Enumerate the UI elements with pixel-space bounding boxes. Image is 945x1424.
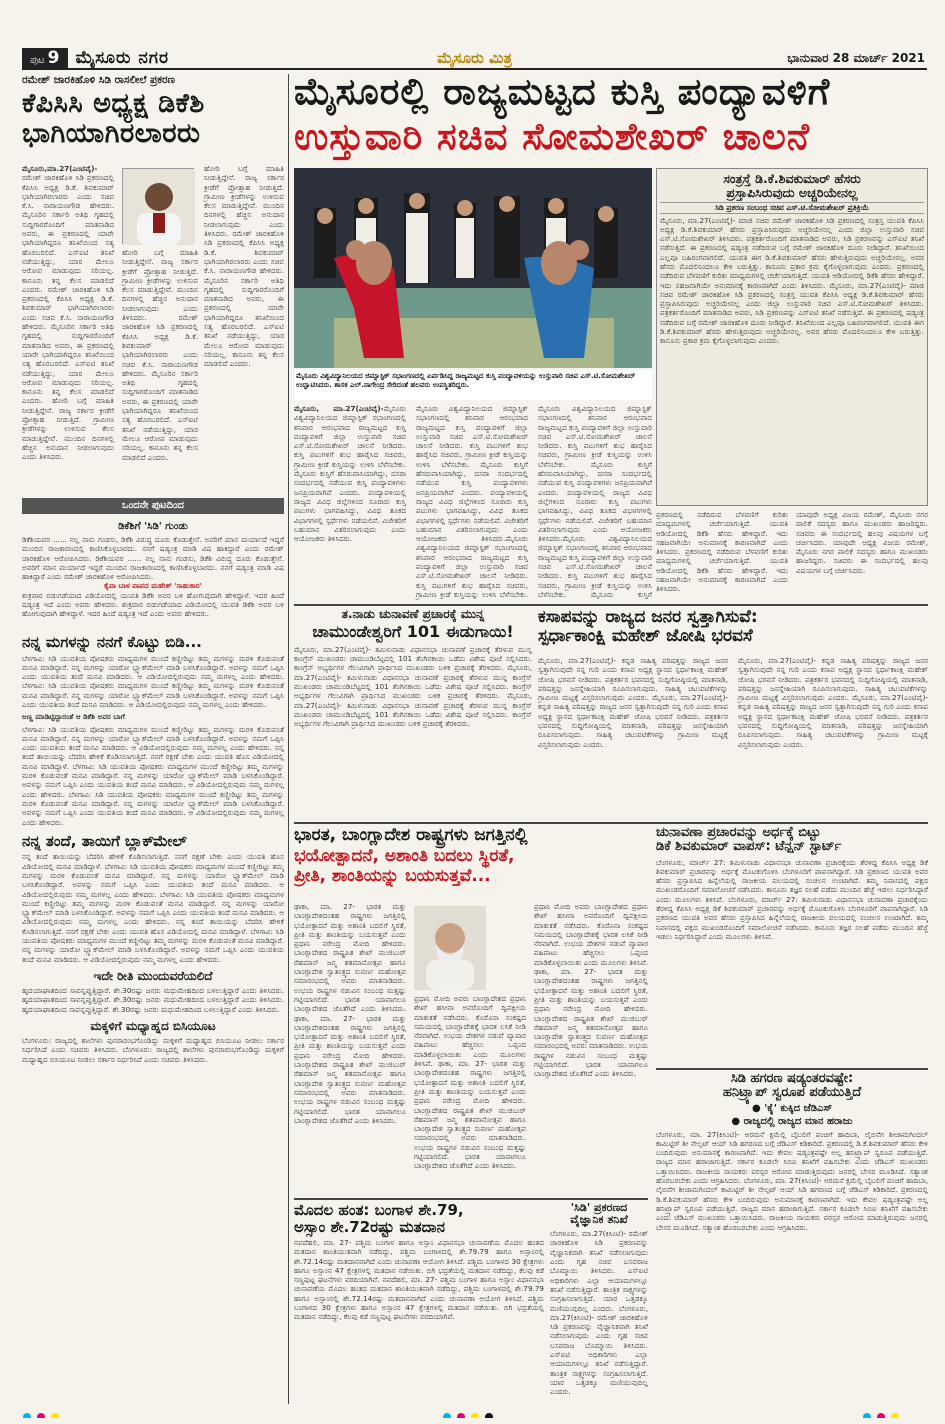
daughter-body-4 <box>22 1036 284 1064</box>
campaign-title1: ಚುನಾವಣಾ ಪ್ರಚಾರವನ್ನು ಅರ್ಧಕ್ಕೆ ಬಿಟ್ಟು <box>656 826 821 840</box>
dk-cont-col1 <box>656 510 788 602</box>
daughter-body-3 <box>22 986 284 1014</box>
daughter-text-1b: ಬೆಳಗಾವಿ: ಸಿಡಿ ಯುವತಿಯ ಪೋಷಕರು ಮಾಧ್ಯಮಗಳ ಮುಂದೆ ಕಣ್ಣೀರಿಟ್ಟು ತಮ್ಮ ಮಗಳನ್ನು ಮರಳಿ ಕೊಡುವಂತೆ ಮನವಿ ಮಾಡಿದ್ದಾರೆ. ನನ್ನ ಮಗಳನ್ನು ಯಾರೋ ಬ್ಲ್ಯಾಕ್‍ಮೇಲ್ ಮಾಡಿ ಬಳಸಿಕೊಂಡಿದ್ದಾರೆ. ಅವಳನ್ನು ನಮಗೆ ಒಪ್ಪಿಸಿ ಎಂದು ಯುವತಿಯ ತಂದೆ ಮನವಿ ಮಾಡಿದರು. ಆ ವಿಡಿಯೋದಲ್ಲಿರುವುದು ನಮ್ಮ ಮಗಳಲ್ಲ ಎಂದು ಹೇಳಿದರು. <box>22 681 284 709</box>
main-story-col1 <box>294 404 406 600</box>
cd-story-body2: ಶುಕ್ರವಾರ ಬಿಡುಗಡೆಯಾದ ವಿಡಿಯೋದಲ್ಲಿ ಯುವತಿ ಡಿಕೆಶಿ ಅವರ ಬಳಿ ಹೋಗುವುದಾಗಿ ಹೇಳಿದ್ದಾಳೆ. ಇದರ ಹಿಂದೆ ಷಡ್ಯಂತ್ರ ಇದೆ ಎಂದು ಅವರು ಹೇಳಿದರು. <box>22 590 284 610</box>
bharat-story <box>294 826 648 1196</box>
main-dateline: ಮೈಸೂರು, ಮಾ.27(ಎಂಟಿವೈ)- <box>294 404 384 413</box>
daughter-story-body <box>22 654 284 827</box>
honeytrap-kicker1-text: 'ಕೈ' ಕುಕ್ಕಿದ ಜೆಡಿಎಸ್ <box>764 1102 833 1114</box>
campaign-text-2: ಬೆಂಗಳೂರು, ಮಾರ್ಚ್ 27: ತಮಿಳುನಾಡು ವಿಧಾನಸಭಾ ಚುನಾವಣಾ ಪ್ರಚಾರಕ್ಕೆಂದು ತೆರಳಿದ್ದ ಕೆಪಿಸಿಸಿ ಅಧ್ಯಕ್ಷ ಡಿಕೆ ಶಿವಕುಮಾರ್ ಪ್ರಚಾರವನ್ನು ಅರ್ಧಕ್ಕೆ ಮೊಟಕುಗೊಳಿಸಿ ಬೆಂಗಳೂರಿಗೆ ವಾಪಸಾಗಿದ್ದಾರೆ. ಸಿಡಿ ಪ್ರಕರಣದ ಯುವತಿ ಅವರ ಹೆಸರು ಪ್ರಸ್ತಾಪಿಸಿದ ಹಿನ್ನೆಲೆಯಲ್ಲಿ ರಾಜಕೀಯ ವಲಯದಲ್ಲಿ ಸಂಚಲನ ಉಂಟಾಗಿದೆ. ತಮ್ಮ ನಿವಾಸದಲ್ಲಿ ಪಕ್ಷದ ಮುಖಂಡರೊಂದಿಗೆ ಸಮಾಲೋಚನೆ ನಡೆಸಿದರು. ಕಾನೂನು ತಜ್ಞರ ಸಲಹೆ ಪಡೆದು ಮುಂದಿನ ಹೆಜ್ಜೆ ಇಡಲು ನಿರ್ಧರಿಸಿದ್ದಾರೆ ಎಂದು ಮೂಲಗಳು ತಿಳಿಸಿವೆ. <box>656 894 928 941</box>
main-story-col3 <box>538 404 652 600</box>
cd-story-sub: ಕೈವಾ ಬಾಳ ಪಾಪದ ಮಹೇಶ್ 'ಸಾಹುಕಾರ' <box>104 581 202 591</box>
daughter-text-2: ಬೆಳಗಾವಿ: ಸಿಡಿ ಯುವತಿಯ ಪೋಷಕರು ಮಾಧ್ಯಮಗಳ ಮುಂದೆ ಕಣ್ಣೀರಿಟ್ಟು ತಮ್ಮ ಮಗಳನ್ನು ಮರಳಿ ಕೊಡುವಂತೆ ಮನವಿ ಮಾಡಿದ್ದಾರೆ. ನನ್ನ ಮಗಳನ್ನು ಯಾರೋ ಬ್ಲ್ಯಾಕ್‍ಮೇಲ್ ಮಾಡಿ ಬಳಸಿಕೊಂಡಿದ್ದಾರೆ. ಅವಳನ್ನು ನಮಗೆ ಒಪ್ಪಿಸಿ ಎಂದು ಯುವತಿಯ ತಂದೆ ಮನವಿ ಮಾಡಿದರು. ಆ ವಿಡಿಯೋದಲ್ಲಿರುವುದು ನಮ್ಮ ಮಗಳಲ್ಲ ಎಂದು ಹೇಳಿದರು. <box>22 724 284 753</box>
section-title: ಮೈಸೂರು ನಗರ <box>75 48 169 68</box>
dk-text-1: ಮೈಸೂರು, ಮಾ.27(ಎಂಟಿವೈ)- ಮಾಜಿ ಸಚಿವ ರಮೇಶ್ ಜಾರಕಿಹೊಳಿ ಸಿಡಿ ಪ್ರಕರಣದಲ್ಲಿ ಸಂತ್ರಸ್ತ ಯುವತಿ ಕೆಪಿಸಿಸಿ ಅಧ್ಯಕ್ಷ ಡಿ.ಕೆ.ಶಿವಕುಮಾರ್ ಹೆಸರು ಪ್ರಸ್ತಾಪಿಸಿರುವುದು ಅಚ್ಚರಿಯೇನಲ್ಲ ಎಂದು ಜಿಲ್ಲಾ ಉಸ್ತುವಾರಿ ಸಚಿವ ಎಸ್.ಟಿ.ಸೋಮಶೇಖರ್ ತಿಳಿಸಿದರು. ಪತ್ರಕರ್ತರೊಂದಿಗೆ ಮಾತನಾಡಿದ ಅವರು, ಸಿಡಿ ಪ್ರಕರಣವನ್ನು ಎಸ್‍ಐಟಿ ತನಿಖೆ ನಡೆಸುತ್ತಿದೆ. ಈ ಪ್ರಕರಣದಲ್ಲಿ ಷಡ್ಯಂತ್ರ ನಡೆದಿರುವ ಬಗ್ಗೆ ರಮೇಶ್ ಜಾರಕಿಹೊಳಿ ದೂರು ನೀಡಿದ್ದಾರೆ. ತನಿಖೆಯಿಂದ ಎಲ್ಲವೂ ಬಹಿರಂಗವಾಗಲಿದೆ. ಯುವತಿ ಈಗ ಡಿ.ಕೆ.ಶಿವಕುಮಾರ್ ಹೆಸರು ಹೇಳುತ್ತಿರುವುದು ಅಚ್ಚರಿಯೇನಲ್ಲ. ಅವರ ಹೆಸರು ಮೊದಲಿನಿಂದಲೂ ಕೇಳಿ ಬರುತ್ತಿತ್ತು. ಕಾನೂನು ಪ್ರಕಾರ ಕ್ರಮ ಕೈಗೊಳ್ಳಲಾಗುವುದು ಎಂದರು. <box>660 215 924 271</box>
honeytrap-kicker2-text: ರಾಜ್ಯದಲ್ಲಿ ರಾಜ್ಯದ ಮಾನ ಹರಾಜು <box>743 1115 853 1127</box>
kasapa-title2: ಸ್ಪರ್ಧಾಕಾಂಕ್ಷಿ ಮಹೇಶ್ ಜೋಷಿ ಭರವಸೆ <box>538 625 753 646</box>
dk-cont-text-2b: ಯಾವುದೇ ಅಧ್ಯಕ್ಷ ವಿಜಯ ರಮೇಶ್, ಮೈಸೂರು ನಗರ ಪಾಲಿಕೆ ಸದಸ್ಯರು ಹಾಗೂ ಮುಖಂಡರು ಹಾಜರಿದ್ದರು. ಸಚಿವರು ಈ ಸಂದರ್ಭದಲ್ಲಿ ಹಲವು ವಿಷಯಗಳ ಬಗ್ಗೆ ಚರ್ಚಿಸಿದರು. <box>796 537 928 575</box>
bharat-title3: ಪ್ರೀತಿ, ಶಾಂತಿಯನ್ನು ಬಯಸುತ್ತವೆ... <box>294 866 491 887</box>
bharat-text-1b: ಢಾಕಾ, ಮಾ. 27- ಭಾರತ ಮತ್ತು ಬಾಂಗ್ಲಾದೇಶದಂತಹ ರಾಷ್ಟ್ರಗಳು ಜಗತ್ತಿನಲ್ಲಿ ಭಯೋತ್ಪಾದನೆ ಮತ್ತು ಅಶಾಂತಿ ಬದಲಿಗೆ ಸ್ಥಿರತೆ, ಪ್ರೀತಿ ಮತ್ತು ಶಾಂತಿಯನ್ನು ಬಯಸುತ್ತವೆ ಎಂದು ಪ್ರಧಾನಿ ನರೇಂದ್ರ ಮೋದಿ ಹೇಳಿದರು. ಬಾಂಗ್ಲಾದೇಶದ ರಾಷ್ಟ್ರಪಿತ ಶೇಖ್ ಮುಜಿಬುರ್ ರೆಹಮಾನ್ ಜನ್ಮ ಶತಮಾನೋತ್ಸವ ಹಾಗೂ ಬಾಂಗ್ಲಾದೇಶ ಸ್ವಾತಂತ್ರ್ಯದ ಸುವರ್ಣ ಮಹೋತ್ಸವ ಸಮಾರಂಭದಲ್ಲಿ ಅವರು ಮಾತನಾಡಿದರು. ಉಭಯ ರಾಷ್ಟ್ರಗಳ ನಡುವಿನ ಸಂಬಂಧ ಮತ್ತಷ್ಟು ಗಟ್ಟಿಯಾಗಲಿದೆ. ಭಾರತ ಯಾವಾಗಲೂ ಬಾಂಗ್ಲಾದೇಶದ ಜೊತೆಗಿದೆ ಎಂದು ತಿಳಿಸಿದರು. <box>294 1013 406 1125</box>
tn-text-3: ಮೈಸೂರು, ಮಾ.27(ಎಂಟಿವೈ)- ತಮಿಳುನಾಡು ವಿಧಾನಸಭಾ ಚುನಾವಣೆ ಪ್ರಚಾರಕ್ಕೆ ತೆರಳುವ ಮುನ್ನ ಕಾಂಗ್ರೆಸ್ ಮುಖಂಡರು ಚಾಮುಂಡಿಬೆಟ್ಟದಲ್ಲಿ 101 ತೆಂಗಿನಕಾಯಿ ಒಡೆದು ವಿಶೇಷ ಪೂಜೆ ಸಲ್ಲಿಸಿದರು. ಕಾಂಗ್ರೆಸ್ ಅಭ್ಯರ್ಥಿಗಳ ಗೆಲುವಿಗಾಗಿ ಪ್ರಾರ್ಥಿಸಿದ ಮುಖಂಡರು ಬಳಿಕ ಪ್ರಚಾರಕ್ಕೆ ತೆರಳಿದರು. <box>294 691 532 729</box>
main-story-body <box>294 404 652 600</box>
bullet-icon: ● <box>751 1102 765 1114</box>
left-story-col3-text-more: ರಮೇಶ್ ಜಾರಕಿಹೊಳಿ ಸಿಡಿ ಪ್ರಕರಣದಲ್ಲಿ ಕೆಪಿಸಿಸಿ ಅಧ್ಯಕ್ಷ ಡಿ.ಕೆ. ಶಿವಕುಮಾರ್ ಭಾಗಿಯಾಗಿರಲಾರರು ಎಂದು ಸಚಿವ ಕೆ.ಸಿ. ನಾರಾಯಣಗೌಡ ಹೇಳಿದರು. ಮೈಸೂರಿನ ಸರ್ಕಾರಿ ಅತಿಥಿ ಗೃಹದಲ್ಲಿ ಸುದ್ದಿಗಾರರೊಂದಿಗೆ ಮಾತನಾಡಿದ ಅವರು, ಈ ಪ್ರಕರಣದಲ್ಲಿ ಯಾರೇ ಭಾಗಿಯಾಗಿದ್ದರೂ ತನಿಖೆಯಿಂದ ಸತ್ಯ ಹೊರಬರಲಿದೆ. ಎಸ್‍ಐಟಿ ತನಿಖೆ ನಡೆಯುತ್ತಿದ್ದು, ಯಾರ ಮೇಲೂ ಆರೋಪ ಮಾಡುವುದು ಸರಿಯಲ್ಲ. ಕಾನೂನು ತನ್ನ ಕೆಲಸ ಮಾಡಲಿದೆ ಎಂದರು. <box>204 229 284 369</box>
dk-cont-text-2: ಯಾವುದೇ ಅಧ್ಯಕ್ಷ ವಿಜಯ ರಮೇಶ್, ಮೈಸೂರು ನಗರ ಪಾಲಿಕೆ ಸದಸ್ಯರು ಹಾಗೂ ಮುಖಂಡರು ಹಾಜರಿದ್ದರು. ಸಚಿವರು ಈ ಸಂದರ್ಭದಲ್ಲಿ ಹಲವು ವಿಷಯಗಳ ಬಗ್ಗೆ ಚರ್ಚಿಸಿದರು. <box>796 510 928 547</box>
yellow-dot-icon <box>471 1413 479 1418</box>
bharat-title2: ಭಯೋತ್ಪಾದನೆ, ಅಶಾಂತಿ ಬದಲು ಸ್ಥಿರತೆ, <box>294 845 515 866</box>
honeytrap-body <box>656 1130 928 1232</box>
left-story-text-repeat2: ಹೋರಿ ಬಗ್ಗೆ ಮಾಹಿತಿ ನೀಡುತ್ತಿದ್ದೇನೆ. ರಾಜ್ಯ ಸರ್ಕಾರ ಕ್ರೀಡೆಗೆ ಪ್ರೋತ್ಸಾಹ ನೀಡುತ್ತಿದೆ. ಗ್ರಾಮೀಣ ಕ್ರೀಡೆಗಳನ್ನು ಉಳಿಸುವ ಕೆಲಸ ಮಾಡುತ್ತಿದ್ದೇವೆ. ಮುಂದಿನ ದಿನಗಳಲ್ಲಿ ಹೆಚ್ಚಿನ ಅನುದಾನ ನೀಡಲಾಗುವುದು ಎಂದು ತಿಳಿಸಿದರು. <box>22 396 114 462</box>
dk-story-continuation <box>656 510 928 602</box>
paper-masthead: ಮೈಸೂರು ಮಿತ್ರ <box>437 49 512 67</box>
cd-story-body2-more: ಶುಕ್ರವಾರ ಬಿಡುಗಡೆಯಾದ ವಿಡಿಯೋದಲ್ಲಿ ಯುವತಿ ಡಿಕೆಶಿ ಅವರ ಬಳಿ ಹೋಗುವುದಾಗಿ ಹೇಳಿದ್ದಾಳೆ. ಇದರ ಹಿಂದೆ ಷಡ್ಯಂತ್ರ ಇದೆ ಎಂದು ಅವರು ಹೇಳಿದರು. <box>22 600 284 619</box>
wrestling-photo <box>294 168 652 368</box>
modi-photo <box>414 906 486 990</box>
kasapa-story <box>538 608 928 820</box>
science-text-2: ಬೆಂಗಳೂರು, ಮಾ.27(ಕಿಸಿಂಟಿ)- ರಮೇಶ್ ಜಾರಕಿಹೊಳಿ ಸಿಡಿ ಪ್ರಕರಣವನ್ನು ವೈಜ್ಞಾನಿಕವಾಗಿ ತನಿಖೆ ನಡೆಸಲಾಗುವುದು ಎಂದು ಗೃಹ ಸಚಿವ ಬಸವರಾಜ ಬೊಮ್ಮಾಯಿ ತಿಳಿಸಿದರು. ಎಸ್‍ಐಟಿ ಅಧಿಕಾರಿಗಳು ಎಲ್ಲಾ ಆಯಾಮಗಳಲ್ಲೂ ತನಿಖೆ ನಡೆಸುತ್ತಿದ್ದಾರೆ. ತಾಂತ್ರಿಕ ಸಾಕ್ಷ್ಯಗಳನ್ನು ಸಂಗ್ರಹಿಸಲಾಗುತ್ತಿದೆ. ಯಾರ ಒತ್ತಡಕ್ಕೂ ಮಣಿಯುವುದಿಲ್ಲ ಎಂದರು. <box>550 1303 648 1397</box>
page-label: ಪುಟ <box>30 55 45 66</box>
dk-story-title1: ಸಂತ್ರಸ್ತೆ ಡಿ.ಕೆ.ಶಿವಕುಮಾರ್ ಹೆಸರು <box>723 171 861 186</box>
magenta-dot-icon <box>457 1413 465 1418</box>
left-story-body-col3 <box>204 164 284 490</box>
bengal-text-1: ನವದೆಹಲಿ, ಮಾ. 27- ಪಶ್ಚಿಮ ಬಂಗಾಳ ಹಾಗೂ ಅಸ್ಸಾಂ ವಿಧಾನಸಭಾ ಚುನಾವಣೆಯ ಮೊದಲ ಹಂತದ ಮತದಾನ ಶಾಂತಿಯುತವಾಗಿ ನಡೆದಿದ್ದು, ಪಶ್ಚಿಮ ಬಂಗಾಳದಲ್ಲಿ ಶೇ.79.79 ಹಾಗೂ ಅಸ್ಸಾಂನಲ್ಲಿ ಶೇ.72.14ರಷ್ಟು ಮತದಾನವಾಗಿದೆ ಎಂದು ಚುನಾವಣಾ ಆಯೋಗ ತಿಳಿಸಿದೆ. ಪಶ್ಚಿಮ ಬಂಗಾಳದ 30 ಕ್ಷೇತ್ರಗಳು ಹಾಗೂ ಅಸ್ಸಾಂನ 47 ಕ್ಷೇತ್ರಗಳಲ್ಲಿ ಮತದಾನ ನಡೆಯಿತು. ಬಿಗಿ ಭದ್ರತೆಯಲ್ಲಿ ಮತದಾನ ನಡೆದಿದ್ದು, ಕೆಲವು ಕಡೆ ಸಣ್ಣಪುಟ್ಟ ಘಟನೆಗಳು ವರದಿಯಾಗಿವೆ. <box>294 1238 544 1285</box>
dk-text-2: ಪ್ರಕರಣದಲ್ಲಿ ನಡೆದಿರುವ ಬೆಳವಣಿಗೆ ಕುರಿತು ಮಾಧ್ಯಮಗಳಲ್ಲಿ ಚರ್ಚೆಯಾಗುತ್ತಿದೆ. ಯುವತಿ ಆಡಿಯೋದಲ್ಲಿ ಡಿಕೆಶಿ ಹೆಸರು ಹೇಳಿದ್ದಾರೆ. ಇದು ಸಹಜವಾಗಿಯೇ ಅನುಮಾನಕ್ಕೆ ಕಾರಣವಾಗಿದೆ ಎಂದು ತಿಳಿಸಿದರು. <box>660 261 924 290</box>
dk-cont-text-1b: ಪ್ರಕರಣದಲ್ಲಿ ನಡೆದಿರುವ ಬೆಳವಣಿಗೆ ಕುರಿತು ಮಾಧ್ಯಮಗಳಲ್ಲಿ ಚರ್ಚೆಯಾಗುತ್ತಿದೆ. ಯುವತಿ ಆಡಿಯೋದಲ್ಲಿ ಡಿಕೆಶಿ ಹೆಸರು ಹೇಳಿದ್ದಾರೆ. ಇದು ಸಹಜವಾಗಿಯೇ ಅನುಮಾನಕ್ಕೆ ಕಾರಣವಾಗಿದೆ ಎಂದು ತಿಳಿಸಿದರು. <box>656 547 788 594</box>
color-registration-marks-left <box>20 1406 80 1418</box>
dk-cont-text-1: ಪ್ರಕರಣದಲ್ಲಿ ನಡೆದಿರುವ ಬೆಳವಣಿಗೆ ಕುರಿತು ಮಾಧ್ಯಮಗಳಲ್ಲಿ ಚರ್ಚೆಯಾಗುತ್ತಿದೆ. ಯುವತಿ ಆಡಿಯೋದಲ್ಲಿ ಡಿಕೆಶಿ ಹೆಸರು ಹೇಳಿದ್ದಾರೆ. ಇದು ಸಹಜವಾಗಿಯೇ ಅನುಮಾನಕ್ಕೆ ಕಾರಣವಾಗಿದೆ ಎಂದು ತಿಳಿಸಿದರು. <box>656 510 788 557</box>
daughter-story <box>22 634 284 1404</box>
daughter-story-title: ನನ್ನ ಮಗಳನ್ನು ನನಗೆ ಕೊಟ್ಟು ಬಿಡಿ... <box>22 634 202 651</box>
honeytrap-text-2: ಬೆಂಗಳೂರು, ಮಾ. 27(ಕಿಸಿಂಟಿ)- ಅರಮನೆ ಕ್ಷಮೆಲ್ಲಿ ಬೈಬಲಿಗೆ ಪಂಚಿಗೆ ಹಾದಿಬಾ, ಲೈಬಿನೆಗ ಶೀಜಾಮಗಿಂದಲ್ ಕಾಮಿಟ್ಟಿರ್ ಶೀ ನೇಲ್ಪಟ್ ಆಯ್ ಸಿಡಿ ಹಗರಣದ ಬಗ್ಗೆ ಜೆಡಿಎಸ್ ಕಿಡಿಕಾರಿದೆ. ಪ್ರಕರಣದಲ್ಲಿ ಡಿ.ಕೆ.ಶಿವಕುಮಾರ್ ಹೆಸರು ಕೇಳಿ ಬಂದಿರುವುದು ಅನುಮಾನಕ್ಕೆ ಕಾರಣವಾಗಿದೆ. ಇದು ಕೇವಲ ಷಡ್ಯಂತ್ರವಷ್ಟೇ ಅಲ್ಲ ಹನಿಟ್ರ್ಯಾಪ್ ಸ್ವರೂಪ ಪಡೆಯುತ್ತಿದೆ. ರಾಜ್ಯದ ಮಾನ ಹರಾಜಾಗುತ್ತಿದೆ. ಸರ್ಕಾರ ಕೂಡಲೇ ಸಿಬಿಐ ತನಿಖೆಗೆ ವಹಿಸಬೇಕು ಎಂದು ಜೆಡಿಎಸ್ ಮುಖಂಡರು ಒತ್ತಾಯಿಸಿದರು. ರಾಜಕೀಯ ನಾಯಕರು ಪರಸ್ಪರ ಆರೋಪ ಮಾಡುತ್ತಿರುವುದು ಜನರಲ್ಲಿ ಬೇಸರ ಮೂಡಿಸಿದೆ. ಸತ್ಯಾಂಶ ಹೊರಬರಬೇಕು ಎಂದು ಆಗ್ರಹಿಸಿದರು. <box>656 1176 928 1232</box>
bharat-text-1: ಢಾಕಾ, ಮಾ. 27- ಭಾರತ ಮತ್ತು ಬಾಂಗ್ಲಾದೇಶದಂತಹ ರಾಷ್ಟ್ರಗಳು ಜಗತ್ತಿನಲ್ಲಿ ಭಯೋತ್ಪಾದನೆ ಮತ್ತು ಅಶಾಂತಿ ಬದಲಿಗೆ ಸ್ಥಿರತೆ, ಪ್ರೀತಿ ಮತ್ತು ಶಾಂತಿಯನ್ನು ಬಯಸುತ್ತವೆ ಎಂದು ಪ್ರಧಾನಿ ನರೇಂದ್ರ ಮೋದಿ ಹೇಳಿದರು. ಬಾಂಗ್ಲಾದೇಶದ ರಾಷ್ಟ್ರಪಿತ ಶೇಖ್ ಮುಜಿಬುರ್ ರೆಹಮಾನ್ ಜನ್ಮ ಶತಮಾನೋತ್ಸವ ಹಾಗೂ ಬಾಂಗ್ಲಾದೇಶ ಸ್ವಾತಂತ್ರ್ಯದ ಸುವರ್ಣ ಮಹೋತ್ಸವ ಸಮಾರಂಭದಲ್ಲಿ ಅವರು ಮಾತನಾಡಿದರು. ಉಭಯ ರಾಷ್ಟ್ರಗಳ ನಡುವಿನ ಸಂಬಂಧ ಮತ್ತಷ್ಟು ಗಟ್ಟಿಯಾಗಲಿದೆ. ಭಾರತ ಯಾವಾಗಲೂ ಬಾಂಗ್ಲಾದೇಶದ ಜೊತೆಗಿದೆ ಎಂದು ತಿಳಿಸಿದರು. <box>294 902 406 1014</box>
campaign-text-1: ಬೆಂಗಳೂರು, ಮಾರ್ಚ್ 27: ತಮಿಳುನಾಡು ವಿಧಾನಸಭಾ ಚುನಾವಣಾ ಪ್ರಚಾರಕ್ಕೆಂದು ತೆರಳಿದ್ದ ಕೆಪಿಸಿಸಿ ಅಧ್ಯಕ್ಷ ಡಿಕೆ ಶಿವಕುಮಾರ್ ಪ್ರಚಾರವನ್ನು ಅರ್ಧಕ್ಕೆ ಮೊಟಕುಗೊಳಿಸಿ ಬೆಂಗಳೂರಿಗೆ ವಾಪಸಾಗಿದ್ದಾರೆ. ಸಿಡಿ ಪ್ರಕರಣದ ಯುವತಿ ಅವರ ಹೆಸರು ಪ್ರಸ್ತಾಪಿಸಿದ ಹಿನ್ನೆಲೆಯಲ್ಲಿ ರಾಜಕೀಯ ವಲಯದಲ್ಲಿ ಸಂಚಲನ ಉಂಟಾಗಿದೆ. ತಮ್ಮ ನಿವಾಸದಲ್ಲಿ ಪಕ್ಷದ ಮುಖಂಡರೊಂದಿಗೆ ಸಮಾಲೋಚನೆ ನಡೆಸಿದರು. ಕಾನೂನು ತಜ್ಞರ ಸಲಹೆ ಪಡೆದು ಮುಂದಿನ ಹೆಜ್ಜೆ ಇಡಲು ನಿರ್ಧರಿಸಿದ್ದಾರೆ ಎಂದು ಮೂಲಗಳು ತಿಳಿಸಿವೆ. <box>656 857 928 904</box>
main-text-1: ಮೈಸೂರು ವಿಶ್ವವಿದ್ಯಾನಿಲಯದ ಜಿಮ್ನಾಸ್ಟಿಕ್ ಸಭಾಂಗಣದಲ್ಲಿ ಶನಿವಾರ ಆರಂಭವಾದ ರಾಜ್ಯಮಟ್ಟದ ಕುಸ್ತಿ ಪಂದ್ಯಾವಳಿಗೆ ಜಿಲ್ಲಾ ಉಸ್ತುವಾರಿ ಸಚಿವ ಎಸ್.ಟಿ.ಸೋಮಶೇಖರ್ ಚಾಲನೆ ನೀಡಿದರು. ಕುಸ್ತಿ ಪಟುಗಳಿಗೆ ಶುಭ ಹಾರೈಸಿದ ಸಚಿವರು, ಗ್ರಾಮೀಣ ಕ್ರೀಡೆ ಕುಸ್ತಿಯನ್ನು ಉಳಿಸಿ ಬೆಳೆಸಬೇಕು. ಮೈಸೂರು ಕುಸ್ತಿಗೆ ಹೆಸರುವಾಸಿಯಾಗಿದ್ದು, ದಸರಾ ಸಂದರ್ಭದಲ್ಲಿ ನಡೆಯುವ ಕುಸ್ತಿ ಪಂದ್ಯಾವಳಿಗಳು ಜನಪ್ರಿಯವಾಗಿವೆ ಎಂದರು. ಪಂದ್ಯಾವಳಿಯಲ್ಲಿ ರಾಜ್ಯದ ವಿವಿಧ ಜಿಲ್ಲೆಗಳಿಂದ ನೂರಾರು ಕುಸ್ತಿ ಪಟುಗಳು ಭಾಗವಹಿಸಿದ್ದು, ವಿವಿಧ ತೂಕದ ವಿಭಾಗಗಳಲ್ಲಿ ಸ್ಪರ್ಧೆಗಳು ನಡೆಯಲಿವೆ. ವಿಜೇತರಿಗೆ ಬಹುಮಾನ ವಿತರಿಸಲಾಗುವುದು ಎಂದು ಆಯೋಜಕರು ತಿಳಿಸಿದರು. <box>294 404 406 544</box>
daughter-text-2c: ಬೆಳಗಾವಿ: ಸಿಡಿ ಯುವತಿಯ ಪೋಷಕರು ಮಾಧ್ಯಮಗಳ ಮುಂದೆ ಕಣ್ಣೀರಿಟ್ಟು ತಮ್ಮ ಮಗಳನ್ನು ಮರಳಿ ಕೊಡುವಂತೆ ಮನವಿ ಮಾಡಿದ್ದಾರೆ. ನನ್ನ ಮಗಳನ್ನು ಯಾರೋ ಬ್ಲ್ಯಾಕ್‍ಮೇಲ್ ಮಾಡಿ ಬಳಸಿಕೊಂಡಿದ್ದಾರೆ. ಅವಳನ್ನು ನಮಗೆ ಒಪ್ಪಿಸಿ ಎಂದು ಯುವತಿಯ ತಂದೆ ಮನವಿ ಮಾಡಿದರು. ಆ ವಿಡಿಯೋದಲ್ಲಿರುವುದು ನಮ್ಮ ಮಗಳಲ್ಲ ಎಂದು ಹೇಳಿದರು. <box>22 761 284 799</box>
daughter-text-5b: ಬೆಂಗಳೂರು: ರಾಜ್ಯದಲ್ಲಿ ಶಾಲೆಗಳು ಪುನರಾರಂಭಗೊಂಡಿದ್ದು ಮಕ್ಕಳಿಗೆ ಮಧ್ಯಾಹ್ನದ ಬಿಸಿಯೂಟ ನೀಡಲು ಸರ್ಕಾರ ನಿರ್ಧರಿಸಿದೆ ಎಂದು ಸಚಿವರು ತಿಳಿಸಿದರು. <box>22 1045 284 1064</box>
campaign-title2: ಡಿಕೆ ಶಿವಕುಮಾರ್ ವಾಪಸ್: ಟೆನ್ಷನ್ ಸ್ಟಾರ್ಟ್ <box>656 839 842 855</box>
bharat-title1: ಭಾರತ, ಬಾಂಗ್ಲಾದೇಶ ರಾಷ್ಟ್ರಗಳು ಜಗತ್ತಿನಲ್ಲಿ <box>294 826 528 845</box>
main-text-3: ಮೈಸೂರು ವಿಶ್ವವಿದ್ಯಾನಿಲಯದ ಜಿಮ್ನಾಸ್ಟಿಕ್ ಸಭಾಂಗಣದಲ್ಲಿ ಶನಿವಾರ ಆರಂಭವಾದ ರಾಜ್ಯಮಟ್ಟದ ಕುಸ್ತಿ ಪಂದ್ಯಾವಳಿಗೆ ಜಿಲ್ಲಾ ಉಸ್ತುವಾರಿ ಸಚಿವ ಎಸ್.ಟಿ.ಸೋಮಶೇಖರ್ ಚಾಲನೆ ನೀಡಿದರು. ಕುಸ್ತಿ ಪಟುಗಳಿಗೆ ಶುಭ ಹಾರೈಸಿದ ಸಚಿವರು, ಗ್ರಾಮೀಣ ಕ್ರೀಡೆ ಕುಸ್ತಿಯನ್ನು ಉಳಿಸಿ ಬೆಳೆಸಬೇಕು. ಮೈಸೂರು ಕುಸ್ತಿಗೆ ಹೆಸರುವಾಸಿಯಾಗಿದ್ದು, ದಸರಾ ಸಂದರ್ಭದಲ್ಲಿ ನಡೆಯುವ ಕುಸ್ತಿ ಪಂದ್ಯಾವಳಿಗಳು ಜನಪ್ರಿಯವಾಗಿವೆ ಎಂದರು. ಪಂದ್ಯಾವಳಿಯಲ್ಲಿ ರಾಜ್ಯದ ವಿವಿಧ ಜಿಲ್ಲೆಗಳಿಂದ ನೂರಾರು ಕುಸ್ತಿ ಪಟುಗಳು ಭಾಗವಹಿಸಿದ್ದು, ವಿವಿಧ ತೂಕದ ವಿಭಾಗಗಳಲ್ಲಿ ಸ್ಪರ್ಧೆಗಳು ನಡೆಯಲಿವೆ. ವಿಜೇತರಿಗೆ ಬಹುಮಾನ ವಿತರಿಸಲಾಗುವುದು ಎಂದು ಆಯೋಜಕರು ತಿಳಿಸಿದರು. <box>538 404 652 544</box>
bengal-title1: ಮೊದಲ ಹಂತ: ಬಂಗಾಳ ಶೇ.79, <box>294 1202 464 1219</box>
dk-story-kicker: ಸಿಡಿ ಪ್ರಕರಣ ಸಂಬಂಧ ಸಚಿವ ಎಸ್.ಟಿ.ಸೋಮಶೇಖರ್ ಪ್ರತಿಕ್ರಿಯೆ <box>660 202 924 214</box>
kasapa-text-2b: ಮೈಸೂರು, ಮಾ.27(ಎಂಟಿವೈ)- ಕನ್ನಡ ಸಾಹಿತ್ಯ ಪರಿಷತ್ತನ್ನು ರಾಜ್ಯದ ಜನರ ಸ್ವತ್ತಾಗಿಸುವುದೇ ನನ್ನ ಗುರಿ ಎಂದು ಕಸಾಪ ಅಧ್ಯಕ್ಷ ಸ್ಥಾನದ ಸ್ಪರ್ಧಾಕಾಂಕ್ಷಿ ಮಹೇಶ್ ಜೋಷಿ ಭರವಸೆ ನೀಡಿದರು. ಪತ್ರಕರ್ತರ ಭವನದಲ್ಲಿ ಸುದ್ದಿಗೋಷ್ಠಿಯಲ್ಲಿ ಮಾತನಾಡಿ, ಪರಿಷತ್ತನ್ನು ಜನಸ್ನೇಹಿಯಾಗಿ ರೂಪಿಸಲಾಗುವುದು. ಸಾಹಿತ್ಯ ಚಟುವಟಿಕೆಗಳನ್ನು ಗ್ರಾಮೀಣ ಮಟ್ಟಕ್ಕೆ ವಿಸ್ತರಿಸಲಾಗುವುದು ಎಂದರು. <box>738 693 928 749</box>
daughter-text-4c: ಹೃದಯಾಘಾತದಿಂದ ಸಾವನ್ನಪ್ಪುತ್ತಿದ್ದಾರೆ. ಶೇ.30ರಷ್ಟು ಜನರು ಮಧುಮೇಹದಿಂದ ಬಳಲುತ್ತಿದ್ದಾರೆ ಎಂದು ತಿಳಿಸಿದರು. <box>22 1004 280 1014</box>
tn-story-title1: ತ.ನಾಡು ಚುನಾವಣೆ ಪ್ರಚಾರಕ್ಕೆ ಮುನ್ನ <box>341 608 485 621</box>
color-registration-marks-center <box>440 1406 520 1418</box>
color-registration-marks-right <box>860 1406 930 1418</box>
bengal-title2: ಅಸ್ಸಾಂ ಶೇ.72ರಷ್ಟು ಮತದಾನ <box>294 1217 445 1236</box>
bullet-icon: ● <box>731 1115 744 1127</box>
honeytrap-title2: ಹನಿಟ್ರ್ಯಾಪ್ ಸ್ವರೂಪ ಪಡೆಯುತ್ತಿದೆ <box>722 1085 862 1101</box>
cyan-dot-icon <box>863 1413 871 1418</box>
daughter-text-4: ಹೃದಯಾಘಾತದಿಂದ ಸಾವನ್ನಪ್ಪುತ್ತಿದ್ದಾರೆ. ಶೇ.30ರಷ್ಟು ಜನರು ಮಧುಮೇಹದಿಂದ ಬಳಲುತ್ತಿದ್ದಾರೆ ಎಂದು ತಿಳಿಸಿದರು. <box>22 986 284 996</box>
daughter-text-2d: ಬೆಳಗಾವಿ: ಸಿಡಿ ಯುವತಿಯ ಪೋಷಕರು ಮಾಧ್ಯಮಗಳ ಮುಂದೆ ಕಣ್ಣೀರಿಟ್ಟು ತಮ್ಮ ಮಗಳನ್ನು ಮರಳಿ ಕೊಡುವಂತೆ ಮನವಿ ಮಾಡಿದ್ದಾರೆ. ನನ್ನ ಮಗಳನ್ನು ಯಾರೋ ಬ್ಲ್ಯಾಕ್‍ಮೇಲ್ ಮಾಡಿ ಬಳಸಿಕೊಂಡಿದ್ದಾರೆ. ಅವಳನ್ನು ನಮಗೆ ಒಪ್ಪಿಸಿ ಎಂದು ಯುವತಿಯ ತಂದೆ ಮನವಿ ಮಾಡಿದರು. ಆ ವಿಡಿಯೋದಲ್ಲಿರುವುದು ನಮ್ಮ ಮಗಳಲ್ಲ ಎಂದು ಹೇಳಿದರು. <box>22 789 284 827</box>
black-dot-icon <box>485 1413 493 1418</box>
daughter-text-2b: ನನ್ನ ತಂದೆ ತಾಯಿಯನ್ನು ಬೆದರಿಸಿ ಹೇಳಿಕೆ ಕೊಡಿಸಲಾಗುತ್ತಿದೆ. ನನಗೆ ರಕ್ಷಣೆ ಬೇಕು ಎಂದು ಯುವತಿ ಹೊಸ ವಿಡಿಯೋದಲ್ಲಿ ಮನವಿ ಮಾಡಿದ್ದಾಳೆ. <box>22 743 284 771</box>
bharat-col2 <box>414 994 526 1196</box>
daughter-body-2 <box>22 852 284 964</box>
left-story-text-repeat: ರಮೇಶ್ ಜಾರಕಿಹೊಳಿ ಸಿಡಿ ಪ್ರಕರಣದಲ್ಲಿ ಕೆಪಿಸಿಸಿ ಅಧ್ಯಕ್ಷ ಡಿ.ಕೆ. ಶಿವಕುಮಾರ್ ಭಾಗಿಯಾಗಿರಲಾರರು ಎಂದು ಸಚಿವ ಕೆ.ಸಿ. ನಾರಾಯಣಗೌಡ ಹೇಳಿದರು. ಮೈಸೂರಿನ ಸರ್ಕಾರಿ ಅತಿಥಿ ಗೃಹದಲ್ಲಿ ಸುದ್ದಿಗಾರರೊಂದಿಗೆ ಮಾತನಾಡಿದ ಅವರು, ಈ ಪ್ರಕರಣದಲ್ಲಿ ಯಾರೇ ಭಾಗಿಯಾಗಿದ್ದರೂ ತನಿಖೆಯಿಂದ ಸತ್ಯ ಹೊರಬರಲಿದೆ. ಎಸ್‍ಐಟಿ ತನಿಖೆ ನಡೆಯುತ್ತಿದ್ದು, ಯಾರ ಮೇಲೂ ಆರೋಪ ಮಾಡುವುದು ಸರಿಯಲ್ಲ. ಕಾನೂನು ತನ್ನ ಕೆಲಸ ಮಾಡಲಿದೆ ಎಂದರು. <box>22 284 114 406</box>
bharat-col3 <box>534 902 648 1196</box>
daughter-text-3: ನನ್ನ ತಂದೆ ತಾಯಿಯನ್ನು ಬೆದರಿಸಿ ಹೇಳಿಕೆ ಕೊಡಿಸಲಾಗುತ್ತಿದೆ. ನನಗೆ ರಕ್ಷಣೆ ಬೇಕು ಎಂದು ಯುವತಿ ಹೊಸ ವಿಡಿಯೋದಲ್ಲಿ ಮನವಿ ಮಾಡಿದ್ದಾಳೆ. <box>22 852 284 871</box>
cd-story-text2: ಡಿಕೆಶಿಯವರ ...... ನಲ್ಲ ನಾನು ಗಂಡಸು, ಡಿಕೆಶಿ ವಿರುದ್ಧ ದೂರು ಕೊಡುತ್ತೇನೆ. ಅವರಿಗೆ ಮಾನ ಮರ್ಯಾದೆ ಇದ್ದರೆ ಮುಂದಿನ ರಾಜಕಾರಣದಲ್ಲಿ ಕಾಣಿಸಿಕೊಳ್ಳಬಾರದು. ನನಗೆ ಷಡ್ಯಂತ್ರ ಮಾಡಿ ವಿಷ ಹಾಕಿದ್ದಾರೆ ಎಂದು ರಮೇಶ್ ಜಾರಕಿಹೊಳಿ ಆರೋಪಿಸಿದರು. <box>22 553 284 582</box>
daughter-text-3b: ಬೆಳಗಾವಿ: ಸಿಡಿ ಯುವತಿಯ ಪೋಷಕರು ಮಾಧ್ಯಮಗಳ ಮುಂದೆ ಕಣ್ಣೀರಿಟ್ಟು ತಮ್ಮ ಮಗಳನ್ನು ಮರಳಿ ಕೊಡುವಂತೆ ಮನವಿ ಮಾಡಿದ್ದಾರೆ. ನನ್ನ ಮಗಳನ್ನು ಯಾರೋ ಬ್ಲ್ಯಾಕ್‍ಮೇಲ್ ಮಾಡಿ ಬಳಸಿಕೊಂಡಿದ್ದಾರೆ. ಅವಳನ್ನು ನಮಗೆ ಒಪ್ಪಿಸಿ ಎಂದು ಯುವತಿಯ ತಂದೆ ಮನವಿ ಮಾಡಿದರು. ಆ ವಿಡಿಯೋದಲ್ಲಿರುವುದು ನಮ್ಮ ಮಗಳಲ್ಲ ಎಂದು ಹೇಳಿದರು. <box>22 861 284 899</box>
science-story <box>550 1202 648 1404</box>
tn-text-2: ಮೈಸೂರು, ಮಾ.27(ಎಂಟಿವೈ)- ತಮಿಳುನಾಡು ವಿಧಾನಸಭಾ ಚುನಾವಣೆ ಪ್ರಚಾರಕ್ಕೆ ತೆರಳುವ ಮುನ್ನ ಕಾಂಗ್ರೆಸ್ ಮುಖಂಡರು ಚಾಮುಂಡಿಬೆಟ್ಟದಲ್ಲಿ 101 ತೆಂಗಿನಕಾಯಿ ಒಡೆದು ವಿಶೇಷ ಪೂಜೆ ಸಲ್ಲಿಸಿದರು. ಕಾಂಗ್ರೆಸ್ ಅಭ್ಯರ್ಥಿಗಳ ಗೆಲುವಿಗಾಗಿ ಪ್ರಾರ್ಥಿಸಿದ ಮುಖಂಡರು ಬಳಿಕ ಪ್ರಚಾರಕ್ಕೆ ತೆರಳಿದರು. <box>294 663 532 701</box>
honeytrap-kicker2 <box>656 1116 928 1127</box>
horizontal-rule-4 <box>294 1198 648 1200</box>
cyan-dot-icon <box>443 1413 451 1418</box>
main-text-3b: ಮೈಸೂರು ವಿಶ್ವವಿದ್ಯಾನಿಲಯದ ಜಿಮ್ನಾಸ್ಟಿಕ್ ಸಭಾಂಗಣದಲ್ಲಿ ಶನಿವಾರ ಆರಂಭವಾದ ರಾಜ್ಯಮಟ್ಟದ ಕುಸ್ತಿ ಪಂದ್ಯಾವಳಿಗೆ ಜಿಲ್ಲಾ ಉಸ್ತುವಾರಿ ಸಚಿವ ಎಸ್.ಟಿ.ಸೋಮಶೇಖರ್ ಚಾಲನೆ ನೀಡಿದರು. ಕುಸ್ತಿ ಪಟುಗಳಿಗೆ ಶುಭ ಹಾರೈಸಿದ ಸಚಿವರು, ಗ್ರಾಮೀಣ ಕ್ರೀಡೆ ಕುಸ್ತಿಯನ್ನು ಉಳಿಸಿ ಬೆಳೆಸಬೇಕು. ಮೈಸೂರು ಕುಸ್ತಿಗೆ <box>538 534 652 599</box>
horizontal-rule-1 <box>294 604 928 606</box>
bharat-col1 <box>294 902 406 1196</box>
cd-story <box>22 518 284 628</box>
kasapa-col2 <box>738 656 928 820</box>
main-headline-line1: ಮೈಸೂರಲ್ಲಿ ರಾಜ್ಯಮಟ್ಟದ ಕುಸ್ತಿ ಪಂದ್ಯಾವಳಿಗೆ <box>294 72 831 113</box>
left-story-body-col2 <box>122 248 198 490</box>
left-story-col3-text: ಹೋರಿ ಬಗ್ಗೆ ಮಾಹಿತಿ ನೀಡುತ್ತಿದ್ದೇನೆ. ರಾಜ್ಯ ಸರ್ಕಾರ ಕ್ರೀಡೆಗೆ ಪ್ರೋತ್ಸಾಹ ನೀಡುತ್ತಿದೆ. ಗ್ರಾಮೀಣ ಕ್ರೀಡೆಗಳನ್ನು ಉಳಿಸುವ ಕೆಲಸ ಮಾಡುತ್ತಿದ್ದೇವೆ. ಮುಂದಿನ ದಿನಗಳಲ್ಲಿ ಹೆಚ್ಚಿನ ಅನುದಾನ ನೀಡಲಾಗುವುದು ಎಂದು ತಿಳಿಸಿದರು. <box>204 164 284 239</box>
tn-text-1: ಮೈಸೂರು, ಮಾ.27(ಎಂಟಿವೈ)- ತಮಿಳುನಾಡು ವಿಧಾನಸಭಾ ಚುನಾವಣೆ ಪ್ರಚಾರಕ್ಕೆ ತೆರಳುವ ಮುನ್ನ ಕಾಂಗ್ರೆಸ್ ಮುಖಂಡರು ಚಾಮುಂಡಿಬೆಟ್ಟದಲ್ಲಿ 101 ತೆಂಗಿನಕಾಯಿ ಒಡೆದು ವಿಶೇಷ ಪೂಜೆ ಸಲ್ಲಿಸಿದರು. ಕಾಂಗ್ರೆಸ್ ಅಭ್ಯರ್ಥಿಗಳ ಗೆಲುವಿಗಾಗಿ ಪ್ರಾರ್ಥಿಸಿದ ಮುಖಂಡರು ಬಳಿಕ ಪ್ರಚಾರಕ್ಕೆ ತೆರಳಿದರು. <box>294 644 532 673</box>
dk-story-body <box>660 216 924 346</box>
main-story-col2 <box>416 404 528 600</box>
left-story-dateline: ಮೈಸೂರು,ಮಾ.27(ಎಂಟಿವೈ)- <box>22 164 98 173</box>
page-number: 9 <box>47 48 60 68</box>
science-body <box>550 1229 648 1396</box>
issue-date: ಭಾನುವಾರ 28 ಮಾರ್ಚ್ 2021 <box>787 50 925 65</box>
daughter-text-5: ಬೆಂಗಳೂರು: ರಾಜ್ಯದಲ್ಲಿ ಶಾಲೆಗಳು ಪುನರಾರಂಭಗೊಂಡಿದ್ದು ಮಕ್ಕಳಿಗೆ ಮಧ್ಯಾಹ್ನದ ಬಿಸಿಯೂಟ ನೀಡಲು ಸರ್ಕಾರ ನಿರ್ಧರಿಸಿದೆ ಎಂದು ಸಚಿವರು ತಿಳಿಸಿದರು. <box>22 1036 284 1055</box>
minister-photo <box>122 168 194 244</box>
daughter-text-3e: ಬೆಳಗಾವಿ: ಸಿಡಿ ಯುವತಿಯ ಪೋಷಕರು ಮಾಧ್ಯಮಗಳ ಮುಂದೆ ಕಣ್ಣೀರಿಟ್ಟು ತಮ್ಮ ಮಗಳನ್ನು ಮರಳಿ ಕೊಡುವಂತೆ ಮನವಿ ಮಾಡಿದ್ದಾರೆ. ನನ್ನ ಮಗಳನ್ನು ಯಾರೋ ಬ್ಲ್ಯಾಕ್‍ಮೇಲ್ ಮಾಡಿ ಬಳಸಿಕೊಂಡಿದ್ದಾರೆ. ಅವಳನ್ನು ನಮಗೆ ಒಪ್ಪಿಸಿ ಎಂದು ಯುವತಿಯ ತಂದೆ ಮನವಿ ಮಾಡಿದರು. ಆ ವಿಡಿಯೋದಲ್ಲಿರುವುದು ನಮ್ಮ ಮಗಳಲ್ಲ ಎಂದು ಹೇಳಿದರು. <box>22 926 284 964</box>
dk-story-box <box>656 168 928 506</box>
honeytrap-title1: ಸಿಡಿ ಹಗರಣ ಷಡ್ಯಂತರವಷ್ಟೇ: <box>730 1072 854 1086</box>
bharat-text-2: ಪ್ರಧಾನಿ ಮೋದಿ ಅವರು ಬಾಂಗ್ಲಾದೇಶದ ಪ್ರಧಾನಿ ಶೇಖ್ ಹಸೀನಾ ಅವರೊಂದಿಗೆ ದ್ವಿಪಕ್ಷೀಯ ಮಾತುಕತೆ ನಡೆಸಿದರು. ಕೊರೊನಾ ಸಂಕಷ್ಟದ ಸಮಯದಲ್ಲಿ ಬಾಂಗ್ಲಾದೇಶಕ್ಕೆ ಭಾರತ ಲಸಿಕೆ ನೀಡಿ ನೆರವಾಗಿದೆ. ಉಭಯ ದೇಶಗಳ ನಡುವೆ ವ್ಯಾಪಾರ ವಹಿವಾಟು ಹೆಚ್ಚಿಸಲು ಒಪ್ಪಂದ ಮಾಡಿಕೊಳ್ಳಲಾಯಿತು ಎಂದು ಮೂಲಗಳು ತಿಳಿಸಿವೆ. <box>414 994 526 1069</box>
honeytrap-text-1: ಬೆಂಗಳೂರು, ಮಾ. 27(ಕಿಸಿಂಟಿ)- ಅರಮನೆ ಕ್ಷಮೆಲ್ಲಿ ಬೈಬಲಿಗೆ ಪಂಚಿಗೆ ಹಾದಿಬಾ, ಲೈಬಿನೆಗ ಶೀಜಾಮಗಿಂದಲ್ ಕಾಮಿಟ್ಟಿರ್ ಶೀ ನೇಲ್ಪಟ್ ಆಯ್ ಸಿಡಿ ಹಗರಣದ ಬಗ್ಗೆ ಜೆಡಿಎಸ್ ಕಿಡಿಕಾರಿದೆ. ಪ್ರಕರಣದಲ್ಲಿ ಡಿ.ಕೆ.ಶಿವಕುಮಾರ್ ಹೆಸರು ಕೇಳಿ ಬಂದಿರುವುದು ಅನುಮಾನಕ್ಕೆ ಕಾರಣವಾಗಿದೆ. ಇದು ಕೇವಲ ಷಡ್ಯಂತ್ರವಷ್ಟೇ ಅಲ್ಲ ಹನಿಟ್ರ್ಯಾಪ್ ಸ್ವರೂಪ ಪಡೆಯುತ್ತಿದೆ. ರಾಜ್ಯದ ಮಾನ ಹರಾಜಾಗುತ್ತಿದೆ. ಸರ್ಕಾರ ಕೂಡಲೇ ಸಿಬಿಐ ತನಿಖೆಗೆ ವಹಿಸಬೇಕು ಎಂದು ಜೆಡಿಎಸ್ ಮುಖಂಡರು ಒತ್ತಾಯಿಸಿದರು. ರಾಜಕೀಯ ನಾಯಕರು ಪರಸ್ಪರ ಆರೋಪ ಮಾಡುತ್ತಿರುವುದು ಜನರಲ್ಲಿ ಬೇಸರ ಮೂಡಿಸಿದೆ. ಸತ್ಯಾಂಶ ಹೊರಬರಬೇಕು ಎಂದು ಆಗ್ರಹಿಸಿದರು. <box>656 1129 928 1186</box>
continued-banner: ಒಂದನೇ ಪುಟದಿಂದ <box>22 498 284 514</box>
tn-story-body <box>294 645 532 729</box>
dk-story-title2: ಪ್ರಸ್ತಾಪಿಸಿರುವುದು ಅಚ್ಚರಿಯೇನಲ್ಲ <box>726 184 858 200</box>
portrait-image <box>414 906 486 990</box>
left-story-body <box>22 164 114 490</box>
left-story <box>22 74 284 492</box>
horizontal-rule-2 <box>294 822 928 824</box>
main-text-2b: ಮೈಸೂರು ವಿಶ್ವವಿದ್ಯಾನಿಲಯದ ಜಿಮ್ನಾಸ್ಟಿಕ್ ಸಭಾಂಗಣದಲ್ಲಿ ಶನಿವಾರ ಆರಂಭವಾದ ರಾಜ್ಯಮಟ್ಟದ ಕುಸ್ತಿ ಪಂದ್ಯಾವಳಿಗೆ ಜಿಲ್ಲಾ ಉಸ್ತುವಾರಿ ಸಚಿವ ಎಸ್.ಟಿ.ಸೋಮಶೇಖರ್ ಚಾಲನೆ ನೀಡಿದರು. ಕುಸ್ತಿ ಪಟುಗಳಿಗೆ ಶುಭ ಹಾರೈಸಿದ ಸಚಿವರು, ಗ್ರಾಮೀಣ ಕ್ರೀಡೆ ಕುಸ್ತಿಯನ್ನು ಉಳಿಸಿ ಬೆಳೆಸಬೇಕು. <box>416 534 528 599</box>
kasapa-title1: ಕಸಾಪವನ್ನು ರಾಜ್ಯದ ಜನರ ಸ್ವತ್ತಾಗಿಸುವೆ: <box>538 608 758 627</box>
page-number-badge <box>22 48 68 69</box>
kasapa-text-2: ಮೈಸೂರು, ಮಾ.27(ಎಂಟಿವೈ)- ಕನ್ನಡ ಸಾಹಿತ್ಯ ಪರಿಷತ್ತನ್ನು ರಾಜ್ಯದ ಜನರ ಸ್ವತ್ತಾಗಿಸುವುದೇ ನನ್ನ ಗುರಿ ಎಂದು ಕಸಾಪ ಅಧ್ಯಕ್ಷ ಸ್ಥಾನದ ಸ್ಪರ್ಧಾಕಾಂಕ್ಷಿ ಮಹೇಶ್ ಜೋಷಿ ಭರವಸೆ ನೀಡಿದರು. ಪತ್ರಕರ್ತರ ಭವನದಲ್ಲಿ ಸುದ್ದಿಗೋಷ್ಠಿಯಲ್ಲಿ ಮಾತನಾಡಿ, ಪರಿಷತ್ತನ್ನು ಜನಸ್ನೇಹಿಯಾಗಿ ರೂಪಿಸಲಾಗುವುದು. ಸಾಹಿತ್ಯ ಚಟುವಟಿಕೆಗಳನ್ನು ಗ್ರಾಮೀಣ ಮಟ್ಟಕ್ಕೆ ವಿಸ್ತರಿಸಲಾಗುವುದು ಎಂದರು. <box>738 656 928 703</box>
tn-story-title2: ಚಾಮುಂಡೇಶ್ವರಿಗೆ 101 ಈಡುಗಾಯಿ! <box>312 622 514 642</box>
daughter-text-3d: ನನ್ನ ತಂದೆ ತಾಯಿಯನ್ನು ಬೆದರಿಸಿ ಹೇಳಿಕೆ ಕೊಡಿಸಲಾಗುತ್ತಿದೆ. ನನಗೆ ರಕ್ಷಣೆ ಬೇಕು ಎಂದು ಯುವತಿ ಹೊಸ ವಿಡಿಯೋದಲ್ಲಿ ಮನವಿ ಮಾಡಿದ್ದಾಳೆ. <box>22 917 284 936</box>
bharat-text-3b: ಢಾಕಾ, ಮಾ. 27- ಭಾರತ ಮತ್ತು ಬಾಂಗ್ಲಾದೇಶದಂತಹ ರಾಷ್ಟ್ರಗಳು ಜಗತ್ತಿನಲ್ಲಿ ಭಯೋತ್ಪಾದನೆ ಮತ್ತು ಅಶಾಂತಿ ಬದಲಿಗೆ ಸ್ಥಿರತೆ, ಪ್ರೀತಿ ಮತ್ತು ಶಾಂತಿಯನ್ನು ಬಯಸುತ್ತವೆ ಎಂದು ಪ್ರಧಾನಿ ನರೇಂದ್ರ ಮೋದಿ ಹೇಳಿದರು. ಬಾಂಗ್ಲಾದೇಶದ ರಾಷ್ಟ್ರಪಿತ ಶೇಖ್ ಮುಜಿಬುರ್ ರೆಹಮಾನ್ ಜನ್ಮ ಶತಮಾನೋತ್ಸವ ಹಾಗೂ ಬಾಂಗ್ಲಾದೇಶ ಸ್ವಾತಂತ್ರ್ಯದ ಸುವರ್ಣ ಮಹೋತ್ಸವ ಸಮಾರಂಭದಲ್ಲಿ ಅವರು ಮಾತನಾಡಿದರು. ಉಭಯ ರಾಷ್ಟ್ರಗಳ ನಡುವಿನ ಸಂಬಂಧ ಮತ್ತಷ್ಟು ಗಟ್ಟಿಯಾಗಲಿದೆ. ಭಾರತ ಯಾವಾಗಲೂ ಬಾಂಗ್ಲಾದೇಶದ ಜೊತೆಗಿದೆ ಎಂದು ತಿಳಿಸಿದರು. <box>534 967 648 1079</box>
cd-story-text: ಡಿಕೆಶಿಯವರ ...... ನಲ್ಲ ನಾನು ಗಂಡಸು, ಡಿಕೆಶಿ ವಿರುದ್ಧ ದೂರು ಕೊಡುತ್ತೇನೆ. ಅವರಿಗೆ ಮಾನ ಮರ್ಯಾದೆ ಇದ್ದರೆ ಮುಂದಿನ ರಾಜಕಾರಣದಲ್ಲಿ ಕಾಣಿಸಿಕೊಳ್ಳಬಾರದು. ನನಗೆ ಷಡ್ಯಂತ್ರ ಮಾಡಿ ವಿಷ ಹಾಕಿದ್ದಾರೆ ಎಂದು ರಮೇಶ್ ಜಾರಕಿಹೊಳಿ ಆರೋಪಿಸಿದರು. <box>22 535 284 563</box>
main-text-2: ಮೈಸೂರು ವಿಶ್ವವಿದ್ಯಾನಿಲಯದ ಜಿಮ್ನಾಸ್ಟಿಕ್ ಸಭಾಂಗಣದಲ್ಲಿ ಶನಿವಾರ ಆರಂಭವಾದ ರಾಜ್ಯಮಟ್ಟದ ಕುಸ್ತಿ ಪಂದ್ಯಾವಳಿಗೆ ಜಿಲ್ಲಾ ಉಸ್ತುವಾರಿ ಸಚಿವ ಎಸ್.ಟಿ.ಸೋಮಶೇಖರ್ ಚಾಲನೆ ನೀಡಿದರು. ಕುಸ್ತಿ ಪಟುಗಳಿಗೆ ಶುಭ ಹಾರೈಸಿದ ಸಚಿವರು, ಗ್ರಾಮೀಣ ಕ್ರೀಡೆ ಕುಸ್ತಿಯನ್ನು ಉಳಿಸಿ ಬೆಳೆಸಬೇಕು. ಮೈಸೂರು ಕುಸ್ತಿಗೆ ಹೆಸರುವಾಸಿಯಾಗಿದ್ದು, ದಸರಾ ಸಂದರ್ಭದಲ್ಲಿ ನಡೆಯುವ ಕುಸ್ತಿ ಪಂದ್ಯಾವಳಿಗಳು ಜನಪ್ರಿಯವಾಗಿವೆ ಎಂದರು. ಪಂದ್ಯಾವಳಿಯಲ್ಲಿ ರಾಜ್ಯದ ವಿವಿಧ ಜಿಲ್ಲೆಗಳಿಂದ ನೂರಾರು ಕುಸ್ತಿ ಪಟುಗಳು ಭಾಗವಹಿಸಿದ್ದು, ವಿವಿಧ ತೂಕದ ವಿಭಾಗಗಳಲ್ಲಿ ಸ್ಪರ್ಧೆಗಳು ನಡೆಯಲಿವೆ. ವಿಜೇತರಿಗೆ ಬಹುಮಾನ ವಿತರಿಸಲಾಗುವುದು ಎಂದು ಆಯೋಜಕರು ತಿಳಿಸಿದರು. <box>416 404 528 544</box>
kasapa-col1 <box>538 656 728 820</box>
left-story-col2-text: ಹೋರಿ ಬಗ್ಗೆ ಮಾಹಿತಿ ನೀಡುತ್ತಿದ್ದೇನೆ. ರಾಜ್ಯ ಸರ್ಕಾರ ಕ್ರೀಡೆಗೆ ಪ್ರೋತ್ಸಾಹ ನೀಡುತ್ತಿದೆ. ಗ್ರಾಮೀಣ ಕ್ರೀಡೆಗಳನ್ನು ಉಳಿಸುವ ಕೆಲಸ ಮಾಡುತ್ತಿದ್ದೇವೆ. ಮುಂದಿನ ದಿನಗಳಲ್ಲಿ ಹೆಚ್ಚಿನ ಅನುದಾನ ನೀಡಲಾಗುವುದು ಎಂದು ತಿಳಿಸಿದರು. <box>122 248 198 323</box>
magenta-dot-icon <box>877 1413 885 1418</box>
magenta-dot-icon <box>37 1413 45 1418</box>
bengal-body <box>294 1238 544 1322</box>
daughter-sub-2: ನನ್ನ ತಂದೆ, ತಾಯಿಗೆ ಬ್ಲಾಕ್‍ಮೇಲ್ <box>22 831 187 850</box>
yellow-dot-icon <box>51 1413 59 1418</box>
bharat-text-3: ಪ್ರಧಾನಿ ಮೋದಿ ಅವರು ಬಾಂಗ್ಲಾದೇಶದ ಪ್ರಧಾನಿ ಶೇಖ್ ಹಸೀನಾ ಅವರೊಂದಿಗೆ ದ್ವಿಪಕ್ಷೀಯ ಮಾತುಕತೆ ನಡೆಸಿದರು. ಕೊರೊನಾ ಸಂಕಷ್ಟದ ಸಮಯದಲ್ಲಿ ಬಾಂಗ್ಲಾದೇಶಕ್ಕೆ ಭಾರತ ಲಸಿಕೆ ನೀಡಿ ನೆರವಾಗಿದೆ. ಉಭಯ ದೇಶಗಳ ನಡುವೆ ವ್ಯಾಪಾರ ವಹಿವಾಟು ಹೆಚ್ಚಿಸಲು ಒಪ್ಪಂದ ಮಾಡಿಕೊಳ್ಳಲಾಯಿತು ಎಂದು ಮೂಲಗಳು ತಿಳಿಸಿವೆ. <box>534 902 648 967</box>
science-text-1: ಬೆಂಗಳೂರು, ಮಾ.27(ಕಿಸಿಂಟಿ)- ರಮೇಶ್ ಜಾರಕಿಹೊಳಿ ಸಿಡಿ ಪ್ರಕರಣವನ್ನು ವೈಜ್ಞಾನಿಕವಾಗಿ ತನಿಖೆ ನಡೆಸಲಾಗುವುದು ಎಂದು ಗೃಹ ಸಚಿವ ಬಸವರಾಜ ಬೊಮ್ಮಾಯಿ ತಿಳಿಸಿದರು. ಎಸ್‍ಐಟಿ ಅಧಿಕಾರಿಗಳು ಎಲ್ಲಾ ಆಯಾಮಗಳಲ್ಲೂ ತನಿಖೆ ನಡೆಸುತ್ತಿದ್ದಾರೆ. ತಾಂತ್ರಿಕ ಸಾಕ್ಷ್ಯಗಳನ್ನು ಸಂಗ್ರಹಿಸಲಾಗುತ್ತಿದೆ. ಯಾರ ಒತ್ತಡಕ್ಕೂ ಮಣಿಯುವುದಿಲ್ಲ ಎಂದರು. <box>550 1229 648 1313</box>
dk-cont-col2 <box>796 510 928 602</box>
daughter-text-1: ಬೆಳಗಾವಿ: ಸಿಡಿ ಯುವತಿಯ ಪೋಷಕರು ಮಾಧ್ಯಮಗಳ ಮುಂದೆ ಕಣ್ಣೀರಿಟ್ಟು ತಮ್ಮ ಮಗಳನ್ನು ಮರಳಿ ಕೊಡುವಂತೆ ಮನವಿ ಮಾಡಿದ್ದಾರೆ. ನನ್ನ ಮಗಳನ್ನು ಯಾರೋ ಬ್ಲ್ಯಾಕ್‍ಮೇಲ್ ಮಾಡಿ ಬಳಸಿಕೊಂಡಿದ್ದಾರೆ. ಅವಳನ್ನು ನಮಗೆ ಒಪ್ಪಿಸಿ ಎಂದು ಯುವತಿಯ ತಂದೆ ಮನವಿ ಮಾಡಿದರು. ಆ ವಿಡಿಯೋದಲ್ಲಿರುವುದು ನಮ್ಮ ಮಗಳಲ್ಲ ಎಂದು ಹೇಳಿದರು. <box>22 653 284 682</box>
left-story-headline: ಕೆಪಿಸಿಸಿ ಅಧ್ಯಕ್ಷ ಡಿಕೆಶಿ ಭಾಗಿಯಾಗಿರಲಾರರು <box>22 88 205 149</box>
main-headline <box>294 72 928 164</box>
left-story-kicker: ರಮೇಶ್ ಜಾರಕಿಹೊಳಿ ಸಿಡಿ ರಾಸಲೀಲೆ ಪ್ರಕರಣ <box>22 74 175 86</box>
yellow-dot-icon <box>891 1413 899 1418</box>
science-title1: 'ಸಿಡಿ' ಪ್ರಕರಣದ <box>570 1202 628 1214</box>
daughter-sub-1: ಅಣ್ಣ ಮಾಡಿಟ್ಟಿದ್ದಾರಂತೆ ಆ ಡಿಕೆಶಿ ಅವರ ಬಾಗೆ <box>22 712 125 722</box>
kasapa-text-1b: ಮೈಸೂರು, ಮಾ.27(ಎಂಟಿವೈ)- ಕನ್ನಡ ಸಾಹಿತ್ಯ ಪರಿಷತ್ತನ್ನು ರಾಜ್ಯದ ಜನರ ಸ್ವತ್ತಾಗಿಸುವುದೇ ನನ್ನ ಗುರಿ ಎಂದು ಕಸಾಪ ಅಧ್ಯಕ್ಷ ಸ್ಥಾನದ ಸ್ಪರ್ಧಾಕಾಂಕ್ಷಿ ಮಹೇಶ್ ಜೋಷಿ ಭರವಸೆ ನೀಡಿದರು. ಪತ್ರಕರ್ತರ ಭವನದಲ್ಲಿ ಸುದ್ದಿಗೋಷ್ಠಿಯಲ್ಲಿ ಮಾತನಾಡಿ, ಪರಿಷತ್ತನ್ನು ಜನಸ್ನೇಹಿಯಾಗಿ ರೂಪಿಸಲಾಗುವುದು. ಸಾಹಿತ್ಯ ಚಟುವಟಿಕೆಗಳನ್ನು ಗ್ರಾಮೀಣ ಮಟ್ಟಕ್ಕೆ ವಿಸ್ತರಿಸಲಾಗುವುದು ಎಂದರು. <box>538 693 728 749</box>
horizontal-rule-3 <box>656 1068 928 1070</box>
daughter-text-4b: ಹೃದಯಾಘಾತದಿಂದ ಸಾವನ್ನಪ್ಪುತ್ತಿದ್ದಾರೆ. ಶೇ.30ರಷ್ಟು ಜನರು ಮಧುಮೇಹದಿಂದ ಬಳಲುತ್ತಿದ್ದಾರೆ ಎಂದು ತಿಳಿಸಿದರು. <box>22 995 284 1005</box>
science-title2: ವೈಜ್ಞಾನಿಕ ತನಿಖೆ <box>570 1213 628 1227</box>
portrait-image <box>123 169 195 245</box>
bengal-story <box>294 1202 544 1404</box>
wrestling-scene-image <box>294 168 652 368</box>
honeytrap-story <box>656 1072 928 1404</box>
column-divider <box>288 74 289 1404</box>
left-story-text: ರಮೇಶ್ ಜಾರಕಿಹೊಳಿ ಸಿಡಿ ಪ್ರಕರಣದಲ್ಲಿ ಕೆಪಿಸಿಸಿ ಅಧ್ಯಕ್ಷ ಡಿ.ಕೆ. ಶಿವಕುಮಾರ್ ಭಾಗಿಯಾಗಿರಲಾರರು ಎಂದು ಸಚಿವ ಕೆ.ಸಿ. ನಾರಾಯಣಗೌಡ ಹೇಳಿದರು. ಮೈಸೂರಿನ ಸರ್ಕಾರಿ ಅತಿಥಿ ಗೃಹದಲ್ಲಿ ಸುದ್ದಿಗಾರರೊಂದಿಗೆ ಮಾತನಾಡಿದ ಅವರು, ಈ ಪ್ರಕರಣದಲ್ಲಿ ಯಾರೇ ಭಾಗಿಯಾಗಿದ್ದರೂ ತನಿಖೆಯಿಂದ ಸತ್ಯ ಹೊರಬರಲಿದೆ. ಎಸ್‍ಐಟಿ ತನಿಖೆ ನಡೆಯುತ್ತಿದ್ದು, ಯಾರ ಮೇಲೂ ಆರೋಪ ಮಾಡುವುದು ಸರಿಯಲ್ಲ. ಕಾನೂನು ತನ್ನ ಕೆಲಸ ಮಾಡಲಿದೆ ಎಂದರು. <box>22 173 114 294</box>
bharat-text-2b: ಢಾಕಾ, ಮಾ. 27- ಭಾರತ ಮತ್ತು ಬಾಂಗ್ಲಾದೇಶದಂತಹ ರಾಷ್ಟ್ರಗಳು ಜಗತ್ತಿನಲ್ಲಿ ಭಯೋತ್ಪಾದನೆ ಮತ್ತು ಅಶಾಂತಿ ಬದಲಿಗೆ ಸ್ಥಿರತೆ, ಪ್ರೀತಿ ಮತ್ತು ಶಾಂತಿಯನ್ನು ಬಯಸುತ್ತವೆ ಎಂದು ಪ್ರಧಾನಿ ನರೇಂದ್ರ ಮೋದಿ ಹೇಳಿದರು. ಬಾಂಗ್ಲಾದೇಶದ ರಾಷ್ಟ್ರಪಿತ ಶೇಖ್ ಮುಜಿಬುರ್ ರೆಹಮಾನ್ ಜನ್ಮ ಶತಮಾನೋತ್ಸವ ಹಾಗೂ ಬಾಂಗ್ಲಾದೇಶ ಸ್ವಾತಂತ್ರ್ಯದ ಸುವರ್ಣ ಮಹೋತ್ಸವ ಸಮಾರಂಭದಲ್ಲಿ ಅವರು ಮಾತನಾಡಿದರು. ಉಭಯ ರಾಷ್ಟ್ರಗಳ ನಡುವಿನ ಸಂಬಂಧ ಮತ್ತಷ್ಟು ಗಟ್ಟಿಯಾಗಲಿದೆ. ಭಾರತ ಯಾವಾಗಲೂ ಬಾಂಗ್ಲಾದೇಶದ ಜೊತೆಗಿದೆ ಎಂದು ತಿಳಿಸಿದರು. <box>414 1059 526 1171</box>
main-headline-line2: ಉಸ್ತುವಾರಿ ಸಚಿವ ಸೋಮಶೇಖರ್ ಚಾಲನೆ <box>294 114 810 158</box>
tn-story <box>294 608 532 820</box>
campaign-story <box>656 826 928 1066</box>
bengal-text-2: ನವದೆಹಲಿ, ಮಾ. 27- ಪಶ್ಚಿಮ ಬಂಗಾಳ ಹಾಗೂ ಅಸ್ಸಾಂ ವಿಧಾನಸಭಾ ಚುನಾವಣೆಯ ಮೊದಲ ಹಂತದ ಮತದಾನ ಶಾಂತಿಯುತವಾಗಿ ನಡೆದಿದ್ದು, ಪಶ್ಚಿಮ ಬಂಗಾಳದಲ್ಲಿ ಶೇ.79.79 ಹಾಗೂ ಅಸ್ಸಾಂನಲ್ಲಿ ಶೇ.72.14ರಷ್ಟು ಮತದಾನವಾಗಿದೆ ಎಂದು ಚುನಾವಣಾ ಆಯೋಗ ತಿಳಿಸಿದೆ. ಪಶ್ಚಿಮ ಬಂಗಾಳದ 30 ಕ್ಷೇತ್ರಗಳು ಹಾಗೂ ಅಸ್ಸಾಂನ 47 ಕ್ಷೇತ್ರಗಳಲ್ಲಿ ಮತದಾನ ನಡೆಯಿತು. ಬಿಗಿ ಭದ್ರತೆಯಲ್ಲಿ ಮತದಾನ ನಡೆದಿದ್ದು, ಕೆಲವು ಕಡೆ ಸಣ್ಣಪುಟ್ಟ ಘಟನೆಗಳು ವರದಿಯಾಗಿವೆ. <box>294 1275 544 1322</box>
daughter-sub-3: ಇದೇ ರೀತಿ ಮುಂದುವರೆಯಲಿದೆ <box>93 968 213 983</box>
photo-caption: ಮೈಸೂರು ವಿಶ್ವವಿದ್ಯಾನಿಲಯದ ಜಿಮ್ನಾಸ್ಟಿಕ್ ಸಭಾಂಗಣದಲ್ಲಿ ಏರ್ಪಡಿಸಿದ್ದ ರಾಜ್ಯಮಟ್ಟದ ಕುಸ್ತಿ ಪಂದ್ಯಾವಳಿಯನ್ನು ಉಸ್ತುವಾರಿ ಸಚಿವ ಎಸ್.ಟಿ.ಸೋಮಶೇಖರ್ ಉದ್ಘಾಟಿಸಿದರು. ಶಾಸಕ ಎಲ್.ನಾಗೇಂದ್ರ ಸೇರಿದಂತೆ ಹಲವರು ಉಪಸ್ಥಿತರಿದ್ದರು. <box>294 370 652 400</box>
daughter-sub-4: ಮಕ್ಕಳಿಗೆ ಮಧ್ಯಾಹ್ನದ ಬಿಸಿಯೂಟ <box>90 1018 216 1033</box>
dk-text-3: ಮೈಸೂರು, ಮಾ.27(ಎಂಟಿವೈ)- ಮಾಜಿ ಸಚಿವ ರಮೇಶ್ ಜಾರಕಿಹೊಳಿ ಸಿಡಿ ಪ್ರಕರಣದಲ್ಲಿ ಸಂತ್ರಸ್ತ ಯುವತಿ ಕೆಪಿಸಿಸಿ ಅಧ್ಯಕ್ಷ ಡಿ.ಕೆ.ಶಿವಕುಮಾರ್ ಹೆಸರು ಪ್ರಸ್ತಾಪಿಸಿರುವುದು ಅಚ್ಚರಿಯೇನಲ್ಲ ಎಂದು ಜಿಲ್ಲಾ ಉಸ್ತುವಾರಿ ಸಚಿವ ಎಸ್.ಟಿ.ಸೋಮಶೇಖರ್ ತಿಳಿಸಿದರು. ಪತ್ರಕರ್ತರೊಂದಿಗೆ ಮಾತನಾಡಿದ ಅವರು, ಸಿಡಿ ಪ್ರಕರಣವನ್ನು ಎಸ್‍ಐಟಿ ತನಿಖೆ ನಡೆಸುತ್ತಿದೆ. ಈ ಪ್ರಕರಣದಲ್ಲಿ ಷಡ್ಯಂತ್ರ ನಡೆದಿರುವ ಬಗ್ಗೆ ರಮೇಶ್ ಜಾರಕಿಹೊಳಿ ದೂರು ನೀಡಿದ್ದಾರೆ. ತನಿಖೆಯಿಂದ ಎಲ್ಲವೂ ಬಹಿರಂಗವಾಗಲಿದೆ. ಯುವತಿ ಈಗ ಡಿ.ಕೆ.ಶಿವಕುಮಾರ್ ಹೆಸರು ಹೇಳುತ್ತಿರುವುದು ಅಚ್ಚರಿಯೇನಲ್ಲ. ಅವರ ಹೆಸರು ಮೊದಲಿನಿಂದಲೂ ಕೇಳಿ ಬರುತ್ತಿತ್ತು. ಕಾನೂನು ಪ್ರಕಾರ ಕ್ರಮ ಕೈಗೊಳ್ಳಲಾಗುವುದು ಎಂದರು. <box>660 280 924 346</box>
cyan-dot-icon <box>23 1413 31 1418</box>
campaign-body <box>656 858 928 942</box>
page-header <box>22 48 927 70</box>
honeytrap-kicker1 <box>656 1103 928 1114</box>
daughter-text-3c: ಬೆಳಗಾವಿ: ಸಿಡಿ ಯುವತಿಯ ಪೋಷಕರು ಮಾಧ್ಯಮಗಳ ಮುಂದೆ ಕಣ್ಣೀರಿಟ್ಟು ತಮ್ಮ ಮಗಳನ್ನು ಮರಳಿ ಕೊಡುವಂತೆ ಮನವಿ ಮಾಡಿದ್ದಾರೆ. ನನ್ನ ಮಗಳನ್ನು ಯಾರೋ ಬ್ಲ್ಯಾಕ್‍ಮೇಲ್ ಮಾಡಿ ಬಳಸಿಕೊಂಡಿದ್ದಾರೆ. ಅವಳನ್ನು ನಮಗೆ ಒಪ್ಪಿಸಿ ಎಂದು ಯುವತಿಯ ತಂದೆ ಮನವಿ ಮಾಡಿದರು. ಆ ವಿಡಿಯೋದಲ್ಲಿರುವುದು ನಮ್ಮ ಮಗಳಲ್ಲ ಎಂದು ಹೇಳಿದರು. <box>22 889 284 927</box>
left-story-col2-text-more: ರಮೇಶ್ ಜಾರಕಿಹೊಳಿ ಸಿಡಿ ಪ್ರಕರಣದಲ್ಲಿ ಕೆಪಿಸಿಸಿ ಅಧ್ಯಕ್ಷ ಡಿ.ಕೆ. ಶಿವಕುಮಾರ್ ಭಾಗಿಯಾಗಿರಲಾರರು ಎಂದು ಸಚಿವ ಕೆ.ಸಿ. ನಾರಾಯಣಗೌಡ ಹೇಳಿದರು. ಮೈಸೂರಿನ ಸರ್ಕಾರಿ ಅತಿಥಿ ಗೃಹದಲ್ಲಿ ಸುದ್ದಿಗಾರರೊಂದಿಗೆ ಮಾತನಾಡಿದ ಅವರು, ಈ ಪ್ರಕರಣದಲ್ಲಿ ಯಾರೇ ಭಾಗಿಯಾಗಿದ್ದರೂ ತನಿಖೆಯಿಂದ ಸತ್ಯ ಹೊರಬರಲಿದೆ. ಎಸ್‍ಐಟಿ ತನಿಖೆ ನಡೆಯುತ್ತಿದ್ದು, ಯಾರ ಮೇಲೂ ಆರೋಪ ಮಾಡುವುದು ಸರಿಯಲ್ಲ. ಕಾನೂನು ತನ್ನ ಕೆಲಸ ಮಾಡಲಿದೆ ಎಂದರು. <box>122 313 198 462</box>
cd-story-title: ಡಿಕೆಶಿಗೆ 'ಸಿಡಿ' ಗುಂಡು <box>118 521 188 532</box>
kasapa-text-1: ಮೈಸೂರು, ಮಾ.27(ಎಂಟಿವೈ)- ಕನ್ನಡ ಸಾಹಿತ್ಯ ಪರಿಷತ್ತನ್ನು ರಾಜ್ಯದ ಜನರ ಸ್ವತ್ತಾಗಿಸುವುದೇ ನನ್ನ ಗುರಿ ಎಂದು ಕಸಾಪ ಅಧ್ಯಕ್ಷ ಸ್ಥಾನದ ಸ್ಪರ್ಧಾಕಾಂಕ್ಷಿ ಮಹೇಶ್ ಜೋಷಿ ಭರವಸೆ ನೀಡಿದರು. ಪತ್ರಕರ್ತರ ಭವನದಲ್ಲಿ ಸುದ್ದಿಗೋಷ್ಠಿಯಲ್ಲಿ ಮಾತನಾಡಿ, ಪರಿಷತ್ತನ್ನು ಜನಸ್ನೇಹಿಯಾಗಿ ರೂಪಿಸಲಾಗುವುದು. ಸಾಹಿತ್ಯ ಚಟುವಟಿಕೆಗಳನ್ನು ಗ್ರಾಮೀಣ ಮಟ್ಟಕ್ಕೆ ವಿಸ್ತರಿಸಲಾಗುವುದು ಎಂದರು. <box>538 656 728 703</box>
cd-story-body <box>22 535 284 619</box>
